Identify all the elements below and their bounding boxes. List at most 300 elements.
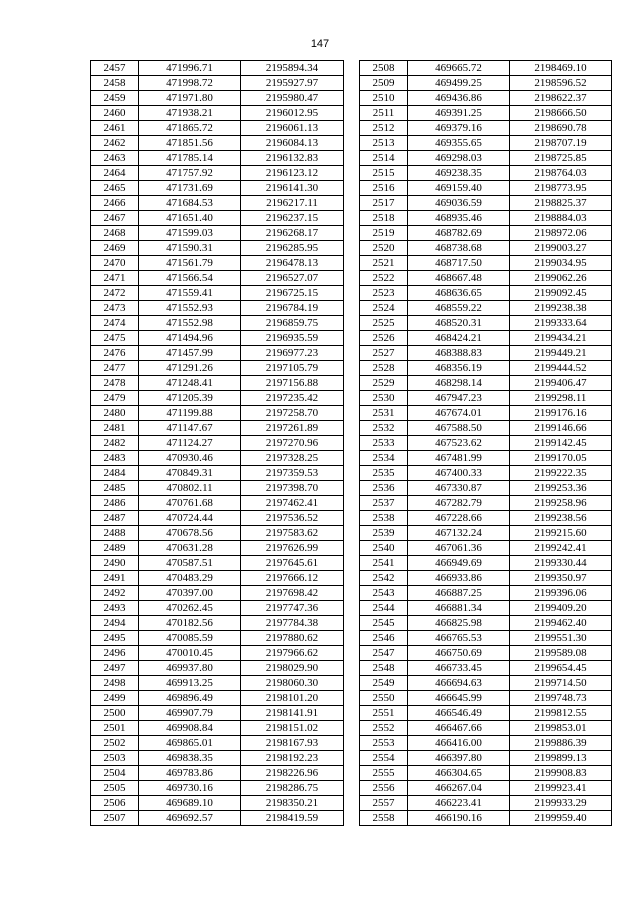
y-coordinate-cell: 2199034.95 (510, 256, 612, 271)
point-number-cell: 2532 (360, 421, 408, 436)
y-coordinate-cell: 2199449.21 (510, 346, 612, 361)
x-coordinate-cell: 469436.86 (408, 91, 510, 106)
point-number-cell: 2510 (360, 91, 408, 106)
y-coordinate-cell: 2199444.52 (510, 361, 612, 376)
table-row (360, 121, 612, 136)
y-coordinate-cell: 2197626.99 (241, 541, 344, 556)
table-row (360, 511, 612, 526)
point-number-cell: 2474 (91, 316, 139, 331)
point-number-cell: 2515 (360, 166, 408, 181)
point-number-cell: 2512 (360, 121, 408, 136)
x-coordinate-cell: 471124.27 (139, 436, 241, 451)
table-row (91, 646, 344, 661)
point-number-cell: 2529 (360, 376, 408, 391)
y-coordinate-cell: 2195894.34 (241, 61, 344, 76)
y-coordinate-cell: 2198286.75 (241, 781, 344, 796)
x-coordinate-cell: 467674.01 (408, 406, 510, 421)
point-number-cell: 2461 (91, 121, 139, 136)
point-number-cell: 2498 (91, 676, 139, 691)
x-coordinate-cell: 471731.69 (139, 181, 241, 196)
y-coordinate-cell: 2197105.79 (241, 361, 344, 376)
table-row (360, 421, 612, 436)
y-coordinate-cell: 2197880.62 (241, 631, 344, 646)
y-coordinate-cell: 2198469.10 (510, 61, 612, 76)
y-coordinate-cell: 2196935.59 (241, 331, 344, 346)
point-number-cell: 2503 (91, 751, 139, 766)
x-coordinate-cell: 469783.86 (139, 766, 241, 781)
y-coordinate-cell: 2195927.97 (241, 76, 344, 91)
table-row (91, 91, 344, 106)
x-coordinate-cell: 471938.21 (139, 106, 241, 121)
table-row (91, 226, 344, 241)
table-row (360, 346, 612, 361)
y-coordinate-cell: 2199215.60 (510, 526, 612, 541)
y-coordinate-cell: 2198825.37 (510, 196, 612, 211)
y-coordinate-cell: 2199551.30 (510, 631, 612, 646)
x-coordinate-cell: 467588.50 (408, 421, 510, 436)
table-row (360, 751, 612, 766)
x-coordinate-cell: 470587.51 (139, 556, 241, 571)
y-coordinate-cell: 2199812.55 (510, 706, 612, 721)
x-coordinate-cell: 469379.16 (408, 121, 510, 136)
table-row (91, 211, 344, 226)
point-number-cell: 2473 (91, 301, 139, 316)
x-coordinate-cell: 467481.99 (408, 451, 510, 466)
x-coordinate-cell: 469937.80 (139, 661, 241, 676)
table-row (91, 451, 344, 466)
x-coordinate-cell: 469838.35 (139, 751, 241, 766)
point-number-cell: 2462 (91, 136, 139, 151)
table-row (91, 196, 344, 211)
y-coordinate-cell: 2197261.89 (241, 421, 344, 436)
point-number-cell: 2475 (91, 331, 139, 346)
x-coordinate-cell: 470397.00 (139, 586, 241, 601)
table-row (91, 391, 344, 406)
y-coordinate-cell: 2198596.52 (510, 76, 612, 91)
x-coordinate-cell: 470802.11 (139, 481, 241, 496)
x-coordinate-cell: 471552.93 (139, 301, 241, 316)
table-row (360, 256, 612, 271)
y-coordinate-cell: 2197462.41 (241, 496, 344, 511)
table-row (360, 271, 612, 286)
point-number-cell: 2558 (360, 811, 408, 826)
point-number-cell: 2531 (360, 406, 408, 421)
table-row (91, 571, 344, 586)
x-coordinate-cell: 469730.16 (139, 781, 241, 796)
point-number-cell: 2556 (360, 781, 408, 796)
table-row (360, 331, 612, 346)
y-coordinate-cell: 2199748.73 (510, 691, 612, 706)
x-coordinate-cell: 471757.92 (139, 166, 241, 181)
point-number-cell: 2460 (91, 106, 139, 121)
y-coordinate-cell: 2199062.26 (510, 271, 612, 286)
y-coordinate-cell: 2196217.11 (241, 196, 344, 211)
point-number-cell: 2458 (91, 76, 139, 91)
x-coordinate-cell: 468298.14 (408, 376, 510, 391)
point-number-cell: 2537 (360, 496, 408, 511)
x-coordinate-cell: 468356.19 (408, 361, 510, 376)
point-number-cell: 2550 (360, 691, 408, 706)
x-coordinate-cell: 466765.53 (408, 631, 510, 646)
coordinates-table-left-body (91, 61, 344, 826)
point-number-cell: 2499 (91, 691, 139, 706)
table-row (91, 466, 344, 481)
table-row (91, 316, 344, 331)
y-coordinate-cell: 2198707.19 (510, 136, 612, 151)
point-number-cell: 2520 (360, 241, 408, 256)
point-number-cell: 2546 (360, 631, 408, 646)
point-number-cell: 2514 (360, 151, 408, 166)
coordinates-table-right (359, 60, 612, 826)
x-coordinate-cell: 470724.44 (139, 511, 241, 526)
table-row (360, 391, 612, 406)
point-number-cell: 2501 (91, 721, 139, 736)
y-coordinate-cell: 2196977.23 (241, 346, 344, 361)
point-number-cell: 2539 (360, 526, 408, 541)
point-number-cell: 2521 (360, 256, 408, 271)
table-row (360, 526, 612, 541)
x-coordinate-cell: 466750.69 (408, 646, 510, 661)
x-coordinate-cell: 469692.57 (139, 811, 241, 826)
point-number-cell: 2465 (91, 181, 139, 196)
coordinates-table-left (90, 60, 344, 826)
table-row (91, 106, 344, 121)
y-coordinate-cell: 2195980.47 (241, 91, 344, 106)
x-coordinate-cell: 469036.59 (408, 196, 510, 211)
y-coordinate-cell: 2196784.19 (241, 301, 344, 316)
table-row (91, 271, 344, 286)
point-number-cell: 2485 (91, 481, 139, 496)
y-coordinate-cell: 2198226.96 (241, 766, 344, 781)
y-coordinate-cell: 2196061.13 (241, 121, 344, 136)
point-number-cell: 2477 (91, 361, 139, 376)
table-row (360, 91, 612, 106)
x-coordinate-cell: 471561.79 (139, 256, 241, 271)
x-coordinate-cell: 470761.68 (139, 496, 241, 511)
point-number-cell: 2554 (360, 751, 408, 766)
table-row (360, 211, 612, 226)
y-coordinate-cell: 2198101.20 (241, 691, 344, 706)
point-number-cell: 2492 (91, 586, 139, 601)
table-row (360, 781, 612, 796)
x-coordinate-cell: 466645.99 (408, 691, 510, 706)
x-coordinate-cell: 471590.31 (139, 241, 241, 256)
point-number-cell: 2478 (91, 376, 139, 391)
table-row (360, 466, 612, 481)
table-row (91, 286, 344, 301)
table-row (360, 316, 612, 331)
table-row (360, 766, 612, 781)
x-coordinate-cell: 467400.33 (408, 466, 510, 481)
point-number-cell: 2486 (91, 496, 139, 511)
x-coordinate-cell: 469689.10 (139, 796, 241, 811)
point-number-cell: 2547 (360, 646, 408, 661)
y-coordinate-cell: 2199170.05 (510, 451, 612, 466)
x-coordinate-cell: 467947.23 (408, 391, 510, 406)
x-coordinate-cell: 468520.31 (408, 316, 510, 331)
x-coordinate-cell: 470182.56 (139, 616, 241, 631)
table-row (91, 781, 344, 796)
point-number-cell: 2549 (360, 676, 408, 691)
point-number-cell: 2472 (91, 286, 139, 301)
table-row (91, 331, 344, 346)
point-number-cell: 2533 (360, 436, 408, 451)
x-coordinate-cell: 470631.28 (139, 541, 241, 556)
x-coordinate-cell: 469913.25 (139, 676, 241, 691)
table-row (91, 721, 344, 736)
table-row (360, 136, 612, 151)
point-number-cell: 2555 (360, 766, 408, 781)
point-number-cell: 2471 (91, 271, 139, 286)
x-coordinate-cell: 471494.96 (139, 331, 241, 346)
table-row (91, 511, 344, 526)
point-number-cell: 2483 (91, 451, 139, 466)
x-coordinate-cell: 469391.25 (408, 106, 510, 121)
y-coordinate-cell: 2199853.01 (510, 721, 612, 736)
y-coordinate-cell: 2196132.83 (241, 151, 344, 166)
x-coordinate-cell: 466267.04 (408, 781, 510, 796)
x-coordinate-cell: 469355.65 (408, 136, 510, 151)
point-number-cell: 2552 (360, 721, 408, 736)
x-coordinate-cell: 466733.45 (408, 661, 510, 676)
point-number-cell: 2544 (360, 601, 408, 616)
point-number-cell: 2457 (91, 61, 139, 76)
x-coordinate-cell: 471785.14 (139, 151, 241, 166)
point-number-cell: 2489 (91, 541, 139, 556)
y-coordinate-cell: 2197747.36 (241, 601, 344, 616)
x-coordinate-cell: 466949.69 (408, 556, 510, 571)
y-coordinate-cell: 2199333.64 (510, 316, 612, 331)
x-coordinate-cell: 468388.83 (408, 346, 510, 361)
table-row (360, 376, 612, 391)
table-row (360, 556, 612, 571)
y-coordinate-cell: 2198666.50 (510, 106, 612, 121)
table-row (360, 586, 612, 601)
table-row (360, 631, 612, 646)
point-number-cell: 2496 (91, 646, 139, 661)
x-coordinate-cell: 468782.69 (408, 226, 510, 241)
table-row (91, 526, 344, 541)
point-number-cell: 2518 (360, 211, 408, 226)
x-coordinate-cell: 466416.00 (408, 736, 510, 751)
y-coordinate-cell: 2199242.41 (510, 541, 612, 556)
y-coordinate-cell: 2196012.95 (241, 106, 344, 121)
table-row (91, 376, 344, 391)
point-number-cell: 2506 (91, 796, 139, 811)
table-row (91, 76, 344, 91)
point-number-cell: 2508 (360, 61, 408, 76)
x-coordinate-cell: 466881.34 (408, 601, 510, 616)
y-coordinate-cell: 2196478.13 (241, 256, 344, 271)
y-coordinate-cell: 2198773.95 (510, 181, 612, 196)
table-row (360, 736, 612, 751)
point-number-cell: 2543 (360, 586, 408, 601)
table-row (91, 421, 344, 436)
point-number-cell: 2487 (91, 511, 139, 526)
x-coordinate-cell: 469499.25 (408, 76, 510, 91)
y-coordinate-cell: 2197328.25 (241, 451, 344, 466)
x-coordinate-cell: 471552.98 (139, 316, 241, 331)
point-number-cell: 2525 (360, 316, 408, 331)
x-coordinate-cell: 466397.80 (408, 751, 510, 766)
x-coordinate-cell: 467061.36 (408, 541, 510, 556)
x-coordinate-cell: 466467.66 (408, 721, 510, 736)
point-number-cell: 2488 (91, 526, 139, 541)
y-coordinate-cell: 2198350.21 (241, 796, 344, 811)
point-number-cell: 2526 (360, 331, 408, 346)
y-coordinate-cell: 2197666.12 (241, 571, 344, 586)
y-coordinate-cell: 2197398.70 (241, 481, 344, 496)
x-coordinate-cell: 466825.98 (408, 616, 510, 631)
point-number-cell: 2540 (360, 541, 408, 556)
point-number-cell: 2527 (360, 346, 408, 361)
point-number-cell: 2542 (360, 571, 408, 586)
point-number-cell: 2481 (91, 421, 139, 436)
y-coordinate-cell: 2199238.56 (510, 511, 612, 526)
table-row (360, 286, 612, 301)
y-coordinate-cell: 2197784.38 (241, 616, 344, 631)
y-coordinate-cell: 2198192.23 (241, 751, 344, 766)
x-coordinate-cell: 469908.84 (139, 721, 241, 736)
y-coordinate-cell: 2197359.53 (241, 466, 344, 481)
y-coordinate-cell: 2197270.96 (241, 436, 344, 451)
point-number-cell: 2468 (91, 226, 139, 241)
x-coordinate-cell: 468559.22 (408, 301, 510, 316)
table-row (360, 61, 612, 76)
table-row (91, 661, 344, 676)
y-coordinate-cell: 2199923.41 (510, 781, 612, 796)
point-number-cell: 2491 (91, 571, 139, 586)
table-row (360, 406, 612, 421)
point-number-cell: 2495 (91, 631, 139, 646)
y-coordinate-cell: 2197536.52 (241, 511, 344, 526)
table-row (360, 571, 612, 586)
point-number-cell: 2484 (91, 466, 139, 481)
y-coordinate-cell: 2199176.16 (510, 406, 612, 421)
y-coordinate-cell: 2199396.06 (510, 586, 612, 601)
y-coordinate-cell: 2197583.62 (241, 526, 344, 541)
y-coordinate-cell: 2199253.36 (510, 481, 612, 496)
y-coordinate-cell: 2196527.07 (241, 271, 344, 286)
point-number-cell: 2464 (91, 166, 139, 181)
table-row (91, 601, 344, 616)
y-coordinate-cell: 2199462.40 (510, 616, 612, 631)
x-coordinate-cell: 471851.56 (139, 136, 241, 151)
table-row (91, 631, 344, 646)
table-row (91, 586, 344, 601)
y-coordinate-cell: 2199714.50 (510, 676, 612, 691)
y-coordinate-cell: 2199908.83 (510, 766, 612, 781)
y-coordinate-cell: 2198764.03 (510, 166, 612, 181)
y-coordinate-cell: 2199092.45 (510, 286, 612, 301)
x-coordinate-cell: 469665.72 (408, 61, 510, 76)
y-coordinate-cell: 2199146.66 (510, 421, 612, 436)
y-coordinate-cell: 2199406.47 (510, 376, 612, 391)
point-number-cell: 2479 (91, 391, 139, 406)
table-row (91, 616, 344, 631)
x-coordinate-cell: 471248.41 (139, 376, 241, 391)
x-coordinate-cell: 468667.48 (408, 271, 510, 286)
point-number-cell: 2530 (360, 391, 408, 406)
point-number-cell: 2519 (360, 226, 408, 241)
point-number-cell: 2493 (91, 601, 139, 616)
point-number-cell: 2536 (360, 481, 408, 496)
table-row (360, 601, 612, 616)
table-row (360, 76, 612, 91)
table-row (91, 751, 344, 766)
x-coordinate-cell: 470262.45 (139, 601, 241, 616)
y-coordinate-cell: 2196084.13 (241, 136, 344, 151)
y-coordinate-cell: 2199654.45 (510, 661, 612, 676)
x-coordinate-cell: 469298.03 (408, 151, 510, 166)
point-number-cell: 2523 (360, 286, 408, 301)
point-number-cell: 2516 (360, 181, 408, 196)
point-number-cell: 2511 (360, 106, 408, 121)
point-number-cell: 2541 (360, 556, 408, 571)
x-coordinate-cell: 471559.41 (139, 286, 241, 301)
point-number-cell: 2545 (360, 616, 408, 631)
point-number-cell: 2517 (360, 196, 408, 211)
y-coordinate-cell: 2198151.02 (241, 721, 344, 736)
y-coordinate-cell: 2197235.42 (241, 391, 344, 406)
table-row (91, 736, 344, 751)
point-number-cell: 2522 (360, 271, 408, 286)
table-row (91, 406, 344, 421)
y-coordinate-cell: 2199589.08 (510, 646, 612, 661)
x-coordinate-cell: 470678.56 (139, 526, 241, 541)
x-coordinate-cell: 468717.50 (408, 256, 510, 271)
x-coordinate-cell: 469865.01 (139, 736, 241, 751)
x-coordinate-cell: 468424.21 (408, 331, 510, 346)
table-row (91, 496, 344, 511)
point-number-cell: 2557 (360, 796, 408, 811)
x-coordinate-cell: 471998.72 (139, 76, 241, 91)
y-coordinate-cell: 2196285.95 (241, 241, 344, 256)
x-coordinate-cell: 471147.67 (139, 421, 241, 436)
x-coordinate-cell: 468935.46 (408, 211, 510, 226)
x-coordinate-cell: 471651.40 (139, 211, 241, 226)
x-coordinate-cell: 471291.26 (139, 361, 241, 376)
y-coordinate-cell: 2199142.45 (510, 436, 612, 451)
x-coordinate-cell: 466694.63 (408, 676, 510, 691)
x-coordinate-cell: 471199.88 (139, 406, 241, 421)
table-row (91, 361, 344, 376)
point-number-cell: 2494 (91, 616, 139, 631)
point-number-cell: 2490 (91, 556, 139, 571)
table-row (360, 196, 612, 211)
table-row (91, 766, 344, 781)
point-number-cell: 2504 (91, 766, 139, 781)
point-number-cell: 2513 (360, 136, 408, 151)
table-row (91, 136, 344, 151)
point-number-cell: 2509 (360, 76, 408, 91)
y-coordinate-cell: 2199298.11 (510, 391, 612, 406)
x-coordinate-cell: 470085.59 (139, 631, 241, 646)
y-coordinate-cell: 2196268.17 (241, 226, 344, 241)
x-coordinate-cell: 466887.25 (408, 586, 510, 601)
point-number-cell: 2528 (360, 361, 408, 376)
x-coordinate-cell: 467228.66 (408, 511, 510, 526)
y-coordinate-cell: 2199899.13 (510, 751, 612, 766)
point-number-cell: 2480 (91, 406, 139, 421)
table-row (91, 556, 344, 571)
y-coordinate-cell: 2199434.21 (510, 331, 612, 346)
y-coordinate-cell: 2196725.15 (241, 286, 344, 301)
point-number-cell: 2469 (91, 241, 139, 256)
y-coordinate-cell: 2197966.62 (241, 646, 344, 661)
x-coordinate-cell: 466190.16 (408, 811, 510, 826)
table-row (360, 496, 612, 511)
